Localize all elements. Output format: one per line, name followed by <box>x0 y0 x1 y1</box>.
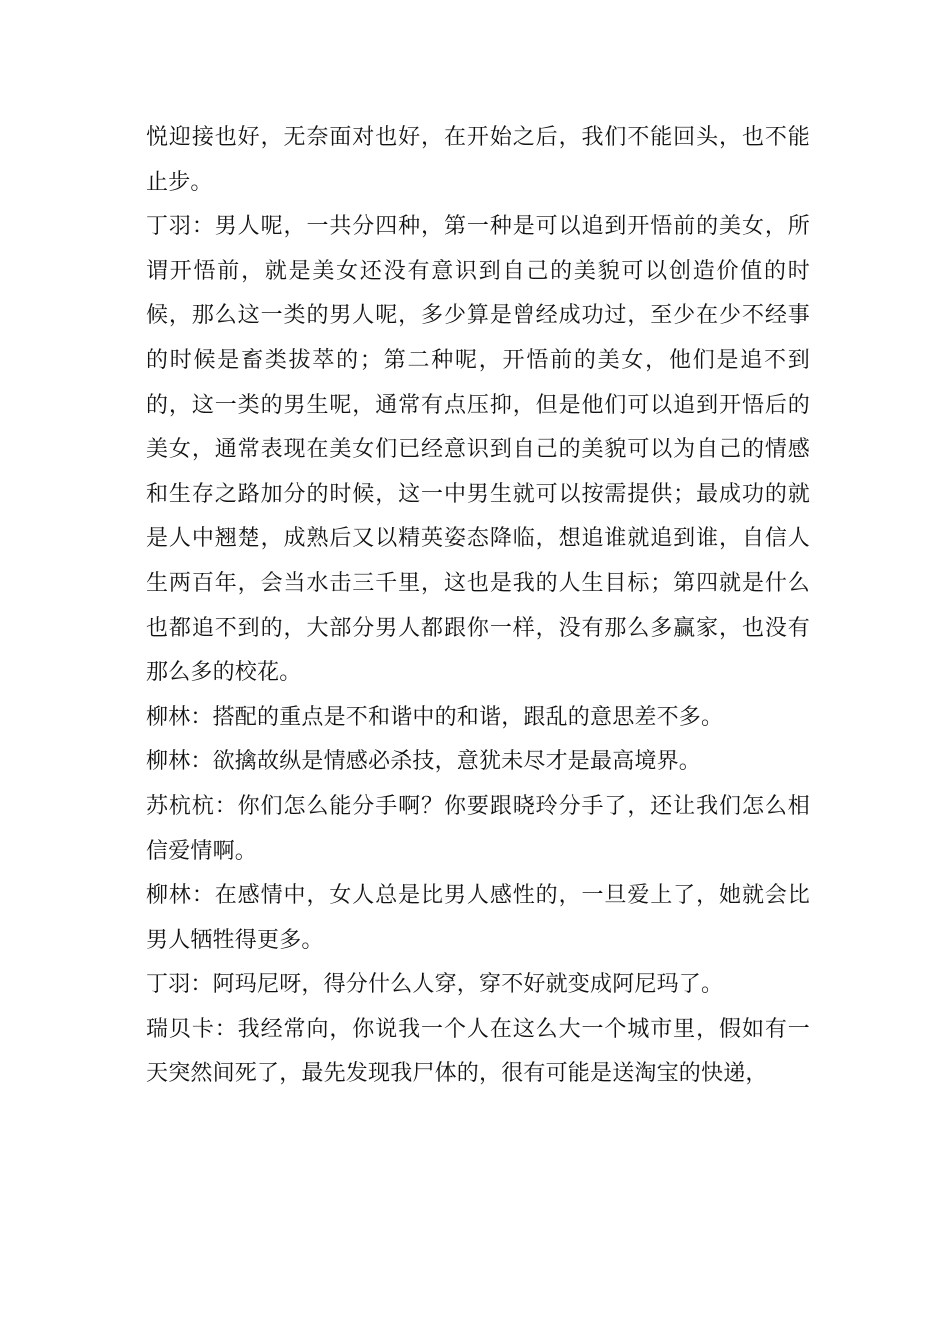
paragraph-rebecca: 瑞贝卡：我经常向，你说我一个人在这么大一个城市里，假如有一天突然间死了，最先发现我尸体的，很有可能是送淘宝的快递， <box>146 1016 810 1087</box>
paragraph-dingyu-four-types: 丁羽：男人呢，一共分四种，第一种是可以追到开悟前的美女，所谓开悟前，就是美女还没有意识到自己的美貌可以创造价值的时候，那么这一类的男人呢，多少算是曾经成功过，至少在少不经事的时候是畜类拔萃的；第二种呢，开悟前的美女，他们是追不到的，这一类的男生呢，通常有点压抑，但是他们可以追到开悟后的美女，通常表现在美女们已经意识到自己的美貌可以为自己的情感和生存之路加分的时候，这一中男生就可以按需提供；最成功的就是人中翘楚，成熟后又以精英姿态降临，想追谁就追到谁，自信人生两百年，会当水击三千里，这也是我的人生目标；第四就是什么也都追不到的，大部分男人都跟你一样，没有那么多赢家，也没有那么多的校花。 <box>146 214 810 686</box>
paragraph-dingyu-armani: 丁羽：阿玛尼呀，得分什么人穿，穿不好就变成阿尼玛了。 <box>146 972 724 998</box>
paragraph-suhanghang: 苏杭杭：你们怎么能分手啊？你要跟晓玲分手了，还让我们怎么相信爱情啊。 <box>146 793 810 864</box>
paragraph-liulin-matching: 柳林：搭配的重点是不和谐中的和谐，跟乱的意思差不多。 <box>146 704 724 730</box>
paragraph-liulin-tactic: 柳林：欲擒故纵是情感必杀技，意犹未尽才是最高境界。 <box>146 749 702 775</box>
paragraph-continuation: 悦迎接也好，无奈面对也好，在开始之后，我们不能回头，也不能止步。 <box>146 125 810 195</box>
paragraph-liulin-emotion: 柳林：在感情中，女人总是比男人感性的，一旦爱上了，她就会比男人牺牲得更多。 <box>146 883 810 953</box>
document-page <box>146 116 810 1097</box>
